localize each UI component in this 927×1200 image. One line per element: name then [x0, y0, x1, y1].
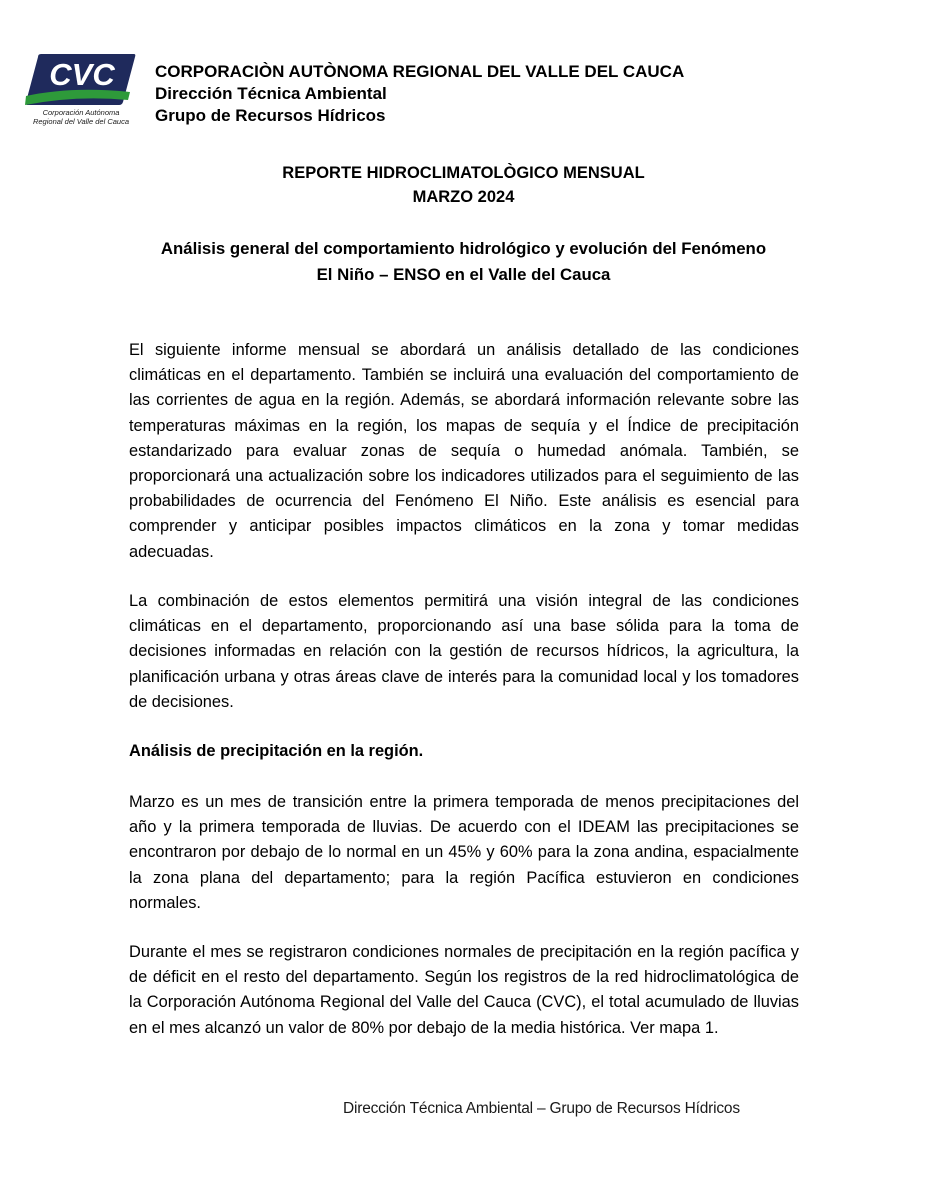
- report-title-block: [0, 161, 927, 209]
- report-subtitle-block: [0, 236, 927, 288]
- combination-paragraph-block: [129, 589, 799, 715]
- report-date: MARZO 2024: [412, 188, 515, 206]
- logo-text: CVC: [49, 57, 115, 92]
- report-title: REPORTE HIDROCLIMATOLÒGICO MENSUAL: [282, 164, 645, 182]
- intro-paragraph-block: [129, 338, 799, 565]
- march-paragraph-block: [129, 790, 799, 916]
- organization-header: [155, 61, 684, 127]
- report-subtitle-line-2: El Niño – ENSO en el Valle del Cauca: [316, 265, 611, 284]
- org-name: CORPORACIÒN AUTÒNOMA REGIONAL DEL VALLE DEL CAUCA: [155, 62, 685, 81]
- paragraph-march: Marzo es un mes de transición entre la primera temporada de menos precipitaciones del año y la primera temporada de lluvias. De acuerdo con el IDEAM las precipitaciones se encontraron por debajo de lo normal en un 45% y 60% para la zona andina, espacialmente la zona plana del departamento; para la región Pacífica estuvieron en condiciones normales.: [129, 793, 799, 912]
- cvc-logo-mark: [22, 50, 140, 108]
- paragraph-month: Durante el mes se registraron condiciones normales de precipitación en la región pacífica y de déficit en el resto del departamento. Según los registros de la red hidroclimatológica de la Corporación Autónoma Regional del Valle del Cauca (CVC), el total acumulado de lluvias en el mes alcanzó un valor de 80% por debajo de la media histórica. Ver mapa 1.: [129, 943, 799, 1037]
- month-paragraph-block: [129, 940, 799, 1041]
- org-group: Grupo de Recursos Hídricos: [155, 106, 386, 125]
- logo-subtitle-line-2: Regional del Valle del Cauca: [32, 117, 130, 126]
- page-footer: Dirección Técnica Ambiental – Grupo de Recursos Hídricos: [343, 1100, 740, 1117]
- org-direction: Dirección Técnica Ambiental: [155, 84, 387, 103]
- paragraph-combination: La combinación de estos elementos permitirá una visión integral de las condiciones climáticas en el departamento, proporcionando así una base sólida para la toma de decisiones informadas en relación con la gestión de recursos hídricos, la agricultura, la planificación urbana y otras áreas clave de interés para la comunidad local y los tomadores de decisiones.: [129, 592, 799, 711]
- logo-subtitle: [22, 108, 140, 126]
- paragraph-intro: El siguiente informe mensual se abordará un análisis detallado de las condiciones climáticas en el departamento. También se incluirá una evaluación del comportamiento de las corrientes de agua en la región. Además, se abordará información relevante sobre las temperaturas máximas en la región, los mapas de sequía y el Índice de precipitación estandarizado para evaluar zonas de sequía o humedad anómala. También, se proporcionará una actualización sobre los indicadores utilizados para el seguimiento de las probabilidades de ocurrencia del Fenómeno El Niño. Este análisis es esencial para comprender y anticipar posibles impactos climáticos en la zona y tomar medidas adecuadas.: [129, 341, 799, 561]
- report-subtitle-line-1: Análisis general del comportamiento hidrológico y evolución del Fenómeno: [160, 239, 767, 258]
- section-heading-block: [129, 739, 799, 764]
- logo-subtitle-line-1: Corporación Autónoma: [42, 108, 120, 117]
- cvc-logo: [22, 50, 140, 132]
- section-heading: Análisis de precipitación en la región.: [129, 742, 424, 760]
